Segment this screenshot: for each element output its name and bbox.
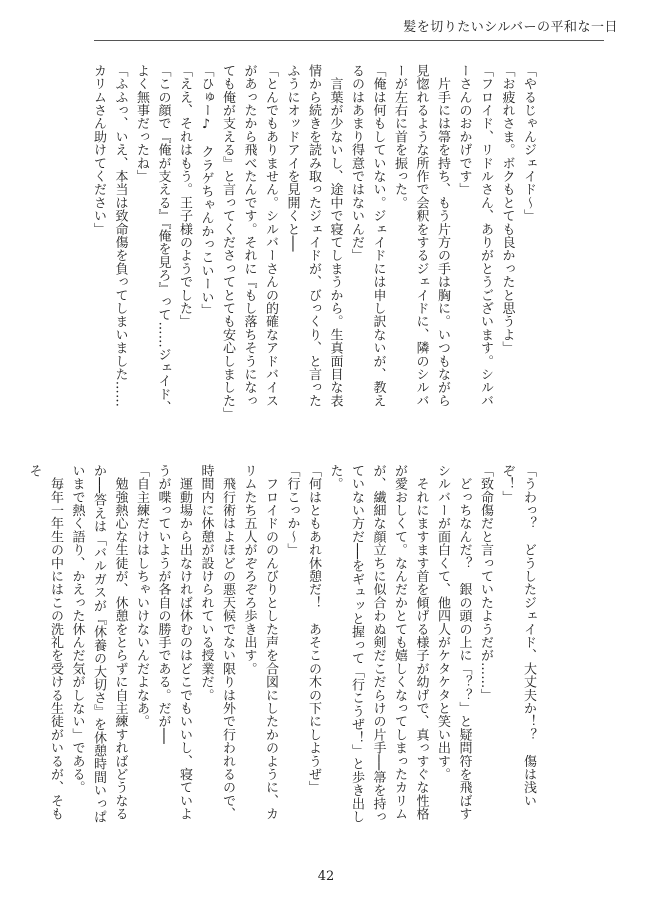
paragraph: 「とんでもありません。シルバーさんの的確なアドバイスがあったから飛べたんです。それに『もし落ちそうになっても俺が支える』と言ってくださってとても安心しました」 [220, 64, 278, 421]
paragraph: 「お疲れさま。ボクもとても良かったと思うよ」 [499, 64, 515, 355]
paragraph: どっちなんだ？ 銀の頭の上に「？？」と疑問符を飛ばすシルバーが面白くて、他四人がケタケタと笑い出す。 [435, 464, 472, 821]
lower-text-column [26, 464, 539, 828]
paragraph: 「この顔で『俺が支える』『俺を見ろ』って……ジェイド、よく無事だったね」 [134, 64, 171, 414]
paragraph: 「自主練だけはしちゃいけないんだよなあ。 [134, 464, 149, 728]
paragraph: 「ええ、それはもう。王子様のようでした」 [177, 64, 192, 328]
paragraph: 「何はともあれ休憩だ！ あそこの木の下にしようぜ」 [306, 464, 321, 794]
upper-text-column [91, 64, 539, 421]
header-rule [94, 40, 604, 41]
paragraph: 言葉が少ないし、途中で寝てしまうから。生真面目な表情から続きを読み取ったジェイドが、びっくり、と言ったふうにオッドアイを見開くと── [284, 64, 343, 408]
paragraph: 勉強熱心な生徒が、休憩をとらずに自主練すればどうなるか──答えは「バルガスが『休養の大切さ』を休憩時間いっぱいまで熱く語り、かえった休んだ気がしない」である。 [69, 464, 128, 824]
paragraph: 「俺は何もしていない。ジェイドには申し訳ないが、教えるのはあまり得意ではないんだ」 [349, 64, 386, 408]
paragraph: 「フロイド、リドルさん、ありがとうございます。シルバーさんのおかげです」 [456, 64, 493, 408]
paragraph: 「うわっ？ どうしたジェイド、大丈夫か！？ 傷は浅いぞ！」 [499, 464, 536, 808]
paragraph: 「行こっか〜」 [284, 464, 300, 557]
paragraph: 「ふふっ、いえ、本当は致命傷を負ってしまいました……カリムさん助けてください」 [91, 64, 128, 408]
paragraph: 「致命傷だと言っていたようだが……」 [478, 464, 493, 702]
paragraph: 「ひゅー♪ クラゲちゃんかっこいーい」 [198, 64, 214, 317]
paragraph: 「やるじゃんジェイド〜」 [521, 64, 536, 223]
paragraph: 飛行術はよほどの悪天候でない限りは外で行われるので、時間内に休憩が設けられている授業だ。 [198, 464, 235, 821]
paragraph: それにますます首を傾げる様子が幼げで、真っすぐな性格が愛おしくて。なんだかとても嬉しくなってしまったカリムが、繊細な顔立ちに似合わぬ剣だこだらけの片手──箒を持っていない方だ──をギュッと握って「行こうぜ！」と歩き出した。 [327, 464, 429, 824]
page-number: 42 [317, 869, 335, 884]
paragraph: 運動場から出なければ休むのはどこでもいいし、寝ていようが喋っていようが各自の勝手である。だが── [155, 464, 192, 821]
paragraph: 毎年一年生の中にはこの洗礼を受ける生徒がいるが、そもそ [26, 464, 63, 821]
running-title: 髪を切りたいシルバーの平和な一日 [403, 20, 618, 35]
paragraph: 片手には箒を持ち、もう片方の手は胸に。いつもながら見惚れるような所作で会釈をするジェイドに、隣のシルバーが左右に首を振った。 [392, 64, 450, 408]
paragraph: フロイドののんびりとした声を合図にしたかのように、カリムたち五人がぞろぞろ歩き出す。 [241, 464, 278, 821]
